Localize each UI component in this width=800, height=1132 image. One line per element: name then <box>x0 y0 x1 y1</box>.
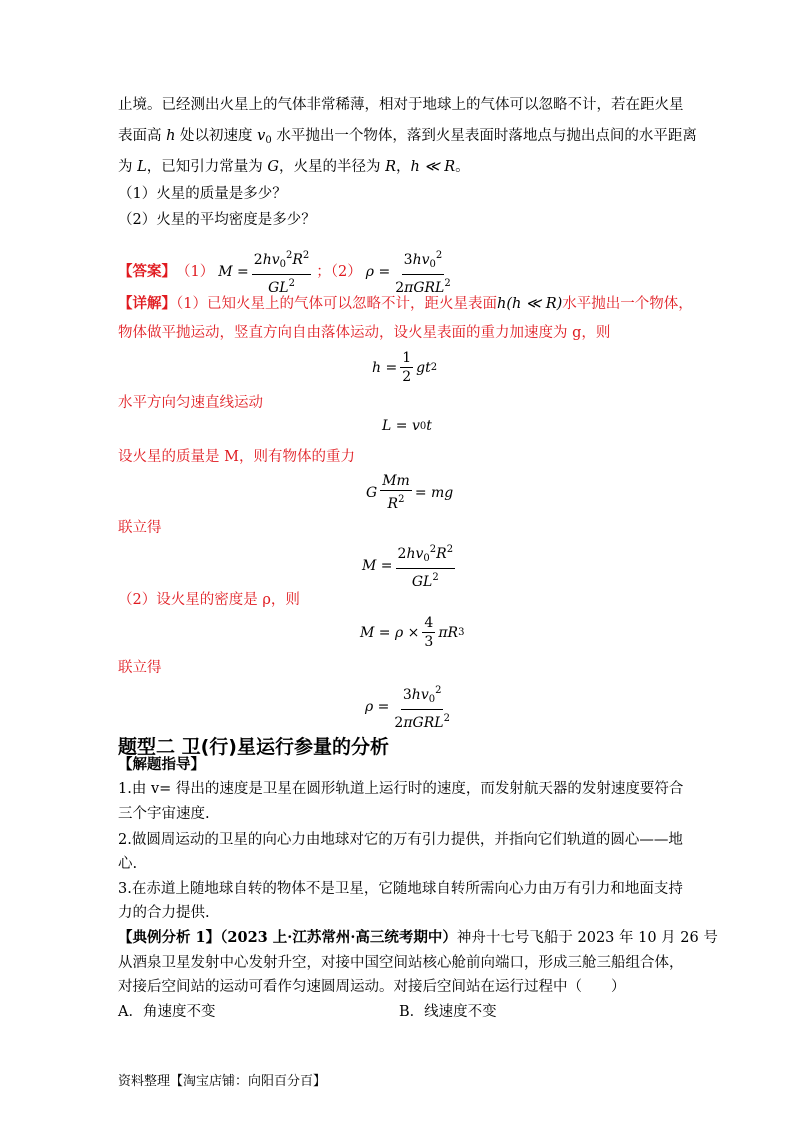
detail-line-4: 设火星的质量是 M，则有物体的重力 <box>118 449 355 465</box>
problem-line-2: 表面高 h 处以初速度 $v_0$ 水平抛出一个物体，落到火星表面时落地点与抛出点间的水平距离 <box>118 128 697 146</box>
problem-line-1: 止境。已经测出火星上的气体非常稀薄，相对于地球上的气体可以忽略不计，若在距火星 <box>118 97 684 113</box>
problem-line-3: 为 L，已知引力常量为 G，火星的半径为 R，h ≪ R。 <box>118 159 470 175</box>
example-line-2: 从酒泉卫星发射中心发射升空，对接中国空间站核心舱前向端口，形成三舱三船组合体， <box>118 955 684 971</box>
guide-item-2-cont: 心. <box>118 856 138 872</box>
answer-formula-1: M = $\frac{2hv_0^2R^2}{GL^2}$ <box>218 250 310 296</box>
equation-L: L = v 0 t <box>382 418 432 434</box>
footer-note: 资料整理【淘宝店铺：向阳百分百】 <box>118 1074 327 1089</box>
guide-item-1-cont: 三个宇宙速度. <box>118 806 210 822</box>
example-line-1: 【典例分析 1】（2023 上·江苏常州·高三统考期中）神舟十七号飞船于 2023 年 10 月 26 号 <box>118 929 718 946</box>
option-b: B．线速度不变 <box>399 1004 497 1020</box>
equation-h: h = $\frac{1}{2}$ gt 2 <box>372 350 438 385</box>
detail-line-1: 【详解】（1）已知火星上的气体可以忽略不计，距火星表面h(h ≪ R)水平抛出一个物体， <box>118 295 693 312</box>
detail-line-6: （2）设火星的密度是 ρ，则 <box>118 592 300 608</box>
equation-gravity: G $\frac{Mm}{R^2}$ = mg <box>366 473 454 512</box>
section-title: 题型二 卫(行)星运行参量的分析 <box>118 736 389 758</box>
detail-line-2: 物体做平抛运动，竖直方向自由落体运动，设火星表面的重力加速度为 g，则 <box>118 325 611 341</box>
detail-line-3: 水平方向匀速直线运动 <box>118 395 263 411</box>
guide-item-1: 1.由 v= 得出的速度是卫星在圆形轨道上运行时的速度，而发射航天器的发射速度要符合 <box>118 781 684 797</box>
guide-item-3: 3.在赤道上随地球自转的物体不是卫星，它随地球自转所需向心力由万有引力和地面支持 <box>118 881 683 897</box>
equation-rho: ρ = $\frac{3hv_0^2}{2\pi GRL^2}$ <box>365 685 450 731</box>
guide-item-2: 2.做圆周运动的卫星的向心力由地球对它的万有引力提供，并指向它们轨道的圆心——地 <box>118 832 683 848</box>
question-1: （1）火星的质量是多少？ <box>118 186 287 202</box>
detail-line-7: 联立得 <box>118 660 162 676</box>
guide-item-3-cont: 力的合力提供. <box>118 905 210 921</box>
answer-line: 【答案】 （1） M = $\frac{2hv_0^2R^2}{GL^2}$ ；（2） ρ = $\frac{3hv_0^2}{2\pi GRL^2}$ <box>118 248 456 296</box>
example-line-3: 对接后空间站的运动可看作匀速圆周运动。对接后空间站在运行过程中（ ） <box>118 979 626 995</box>
equation-density-mass: M = ρ × $\frac{4}{3}$ πR 3 <box>360 615 465 650</box>
option-a: A．角速度不变 <box>118 1004 216 1020</box>
equation-M: M = $\frac{2hv_0^2R^2}{GL^2}$ <box>362 544 454 590</box>
detail-line-5: 联立得 <box>118 520 162 536</box>
answer-formula-2: ρ = $\frac{3hv_0^2}{2\pi GRL^2}$ <box>365 250 451 296</box>
question-2: （2）火星的平均密度是多少？ <box>118 212 316 228</box>
guide-label: 【解题指导】 <box>118 756 205 773</box>
